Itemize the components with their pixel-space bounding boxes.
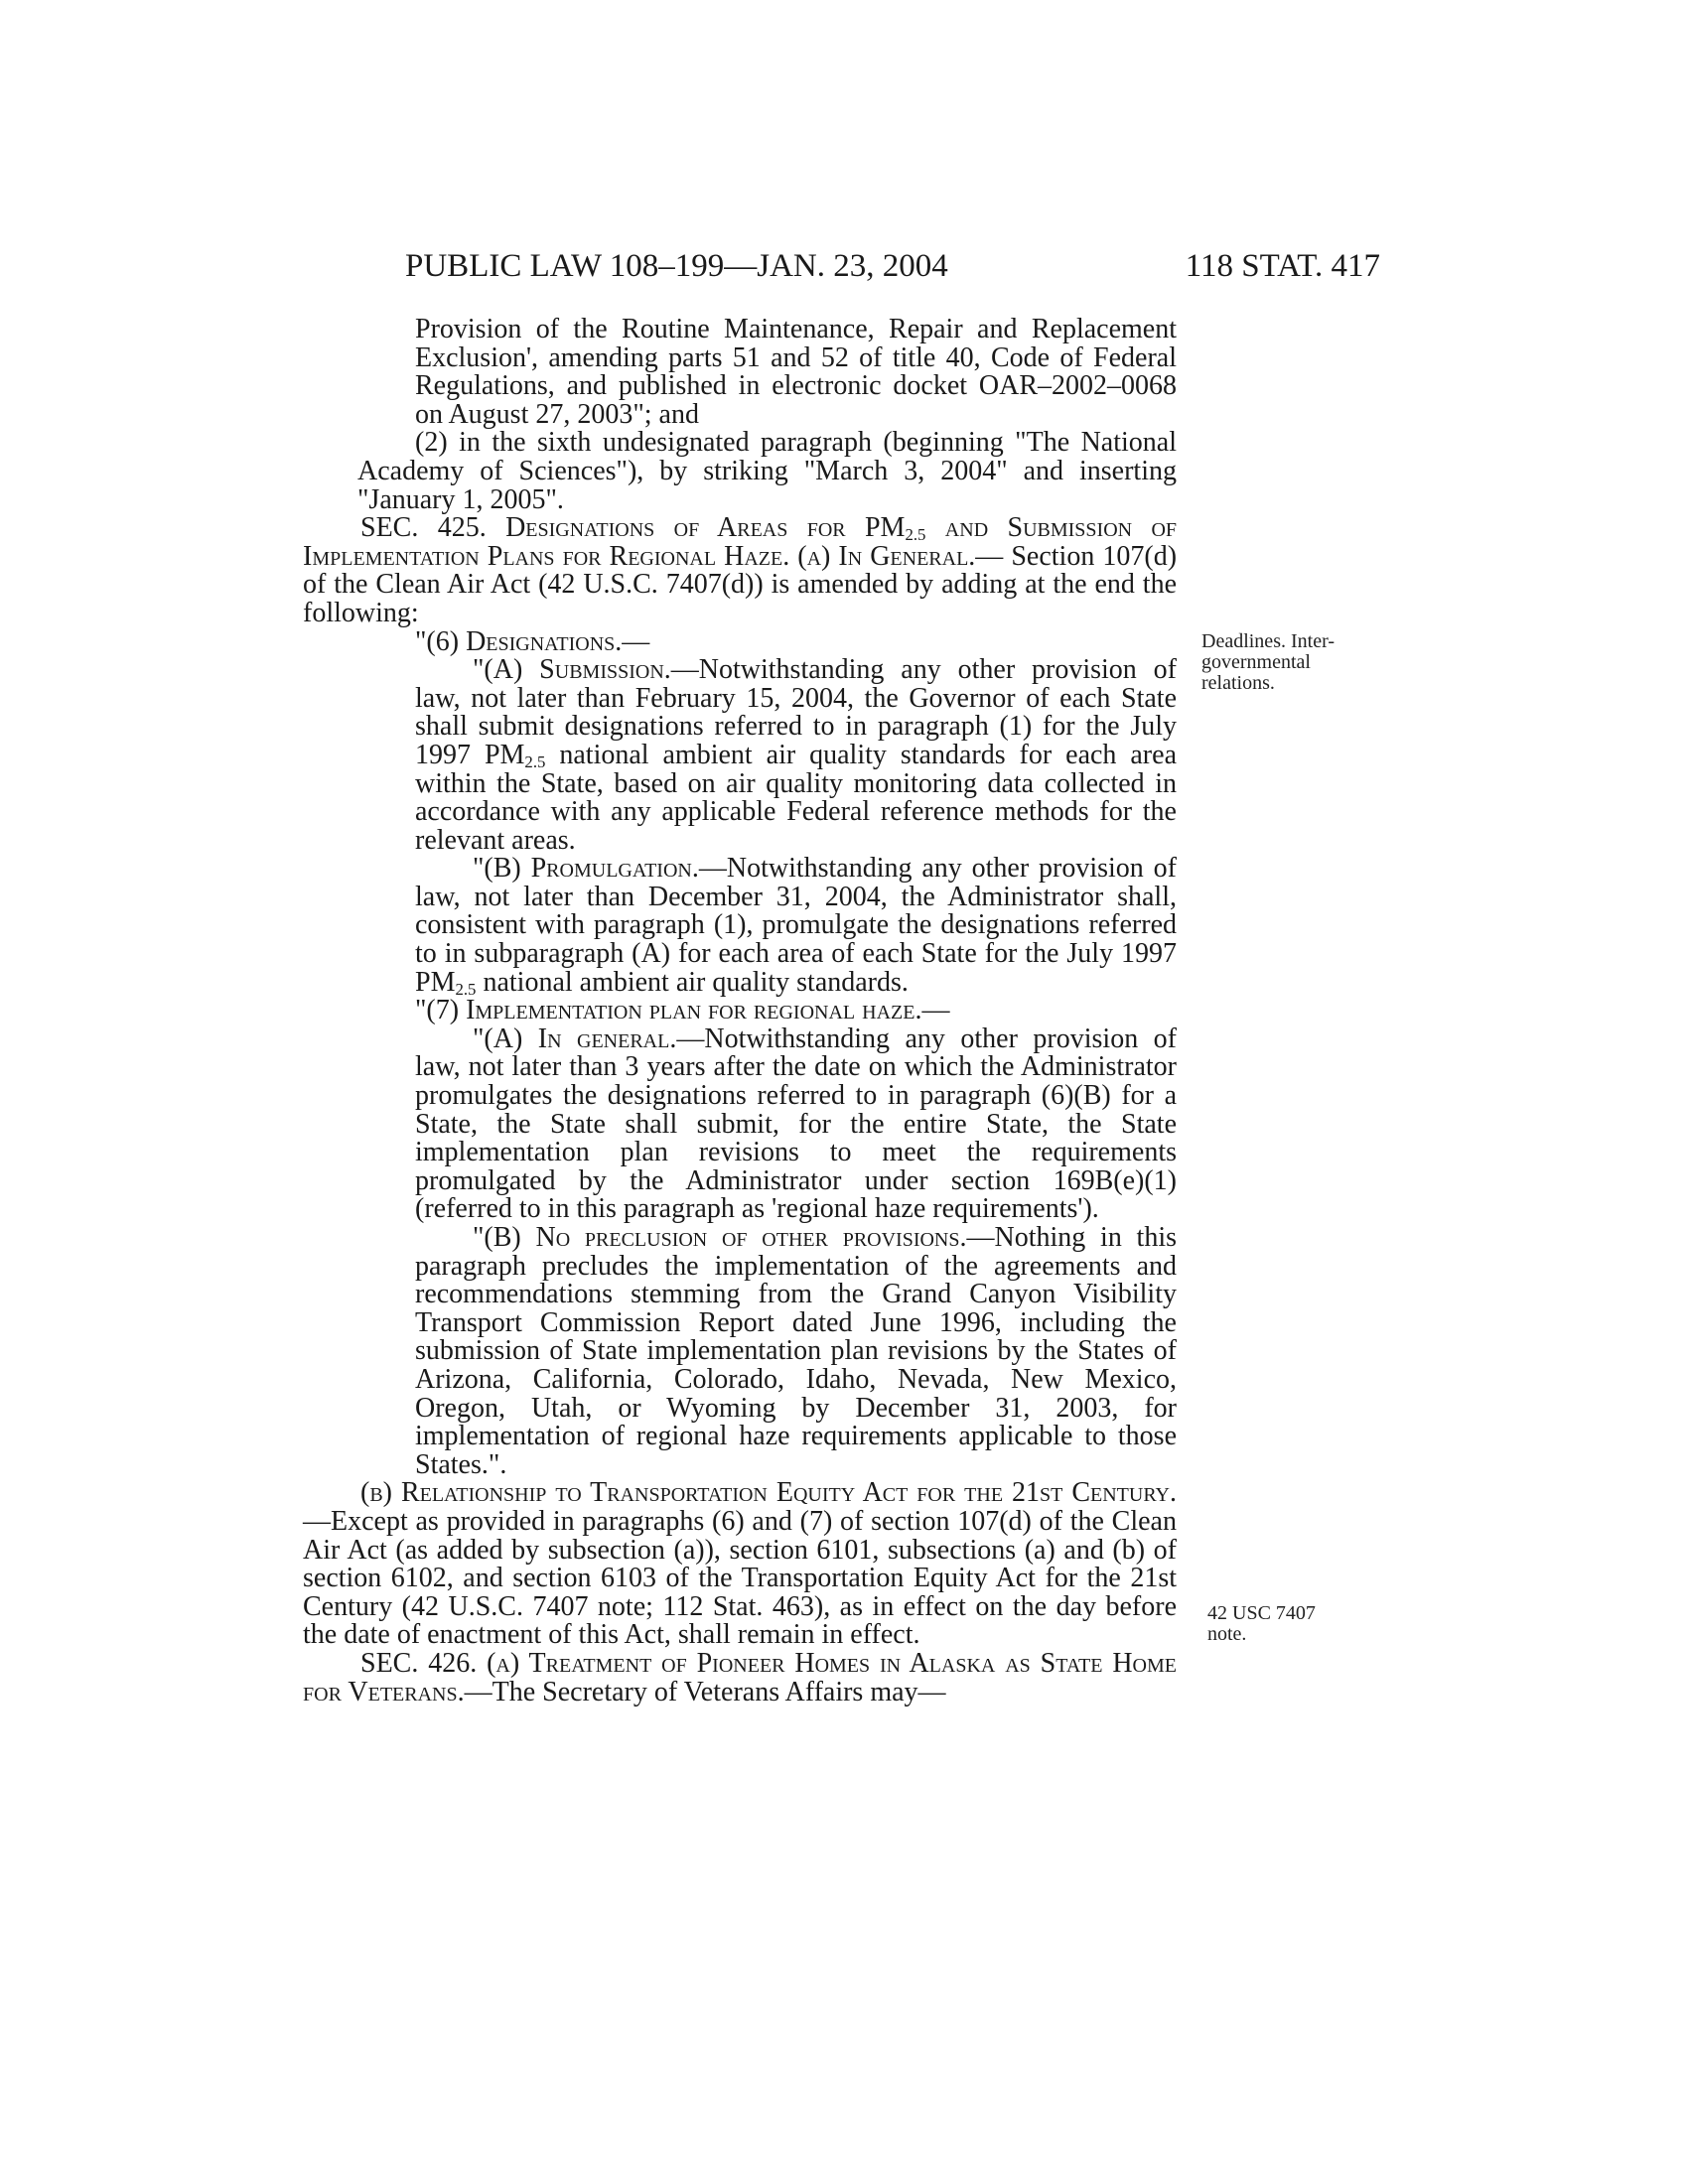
page-header [298,248,1380,292]
paragraph-6-heading: "(6) Designations.— [415,625,650,657]
statute-page-number: 118 STAT. 417 [1185,248,1380,284]
margin-note-usc: 42 USC 7407 note. [1207,1602,1316,1645]
paragraph-7-a: "(A) In general.—Notwithstanding any other provision of law, not later than 3 years after the date on which the Administrator promulgates the designations referred to in paragraph (6)(B) for a State, the State shall submit, for the entire State, the State implementation plan revisions to meet the requirements promulgated by the Administrator under section 169B(e)(1) (referred to in this paragraph as 'regional haze requirements'). [415,1023,1178,1225]
paragraph-6-b-label: "(B) Promulgation.— [473,853,727,885]
section-425-text: Section 107(d) of the Clean Air Act (42 U.S.C. 7407(d)) is amended by adding at the end the following: [303,540,1178,628]
subsection-b: (b) Relationship to Transportation Equity Act for the 21st Century.—Except as provided in paragraphs (6) and (7) of section 107(d) of the Clean Air Act (as added by subsection (a)), section 6101, subsections (a) and (b) of section 6102, and section 6103 of the Transportation Equity Act for the 21st Century (42 U.S.C. 7407 note; 112 Stat. 463), as in effect on the day before the date of enactment of this Act, shall remain in effect. [303,1477,1177,1651]
continued-paragraph: Provision of the Routine Maintenance, Repair and Replacement Exclusion', amending parts 51 and 52 of title 40, Code of Federal Regulations, and published in electronic docket OAR–2002–0068 on August 27, 2003"; and [415,314,1177,430]
section-426-subsection-a: (a) Treatment of Pioneer Homes in Alaska as State Home for Veterans.— [303,1647,1178,1707]
section-426: SEC. 426. (a) Treatment of Pioneer Homes in Alaska as State Home for Veterans.—The Secretary of Veterans Affairs may— [303,1647,1178,1707]
margin-note-deadlines: Deadlines. Inter-governmental relations. [1201,630,1335,694]
section-426-number: SEC. 426. [360,1647,478,1679]
paragraph-7-a-label: "(A) In general.— [473,1023,705,1054]
section-425 [303,514,1177,627]
section-425-title: Designations of Areas for $PM_{2.5}$ and Submission of Implementation Plans for Regional Haze. [303,512,1178,572]
paragraph-7-heading: "(7) Implementation plan for regional haze.— [415,995,950,1026]
paragraph-6-b: "(B) Promulgation.—Notwithstanding any other provision of law, not later than December 31, 2004, the Administrator shall, consistent with paragraph (1), promulgate the designations referred to in subparagraph (A) for each area of each State for the July 1997 $PM_{2.5}$ national ambient air quality standards. [415,853,1177,999]
public-law-title: PUBLIC LAW 108–199—JAN. 23, 2004 [405,248,948,284]
paragraph-7-b: "(B) No preclusion of other provisions.—Nothing in this paragraph precludes the implementation of the agreements and recommendations stemming from the Grand Canyon Visibility Transport Commission Report dated June 1996, including the submission of State implementation plan revisions by the States of Arizona, California, Colorado, Idaho, Nevada, New Mexico, Oregon, Utah, or Wyoming by December 31, 2003, for implementation of regional haze requirements applicable to those States.". [415,1222,1178,1480]
paragraph-7-b-label: "(B) No preclusion of other provisions.— [473,1222,995,1253]
subsection-a-heading: (a) In General.— [797,540,1004,572]
subsection-b-label: (b) Relationship to Transportation Equity Act for the 21st Century.— [303,1477,1177,1537]
paragraph-item-2: (2) in the sixth undesignated paragraph (beginning "The National Academy of Sciences"), by striking "March 3, 2004" and inserting "January 1, 2005". [357,427,1177,515]
paragraph-6-a: "(A) Submission.—Notwithstanding any other provision of law, not later than February 15, 2004, the Governor of each State shall submit designations referred to in paragraph (1) for the July 1997 $PM_{2.5}$ national ambient air quality standards for each area within the State, based on air quality monitoring data collected in accordance with any applicable Federal reference methods for the relevant areas. [415,654,1177,856]
document-body [303,316,1177,1706]
paragraph-6-a-label: "(A) Submission.— [473,654,699,686]
section-425-number: SEC. 425. [360,512,487,544]
